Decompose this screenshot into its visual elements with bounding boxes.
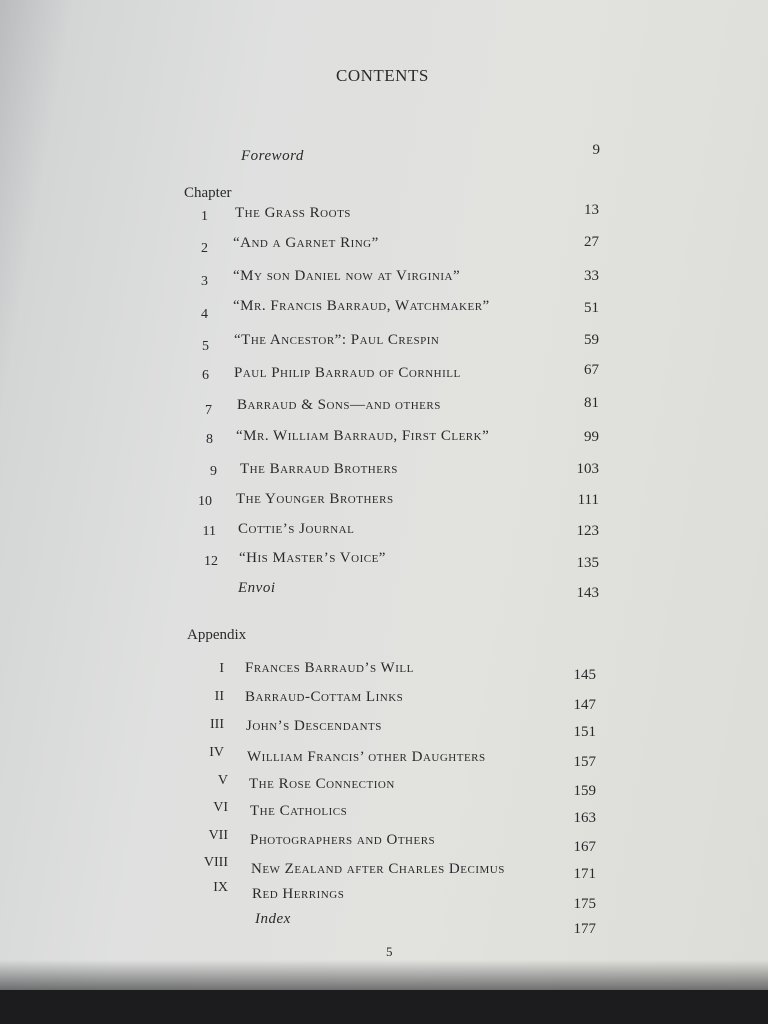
chapter-number: 6	[202, 368, 209, 383]
chapter-page: 51	[584, 300, 599, 316]
appendix-number: IX	[213, 880, 228, 895]
appendix-title: The Catholics	[250, 803, 348, 819]
appendix-title: William Francis’ other Daughters	[247, 749, 486, 765]
chapter-title: The Barraud Brothers	[240, 461, 398, 477]
appendix-title: Barraud-Cottam Links	[245, 689, 404, 705]
appendix-number: VII	[208, 828, 228, 843]
appendix-page: 157	[573, 754, 596, 770]
chapter-number: 5	[202, 339, 209, 354]
appendix-number: IV	[209, 745, 224, 760]
chapter-page: 81	[584, 395, 599, 411]
chapter-title: “His Master’s Voice”	[239, 550, 386, 566]
chapter-page: 103	[576, 461, 599, 477]
chapter-title: “Mr. Francis Barraud, Watchmaker”	[233, 298, 490, 314]
appendix-number: V	[217, 773, 228, 788]
appendix-title: John’s Descendants	[246, 718, 382, 734]
appendix-page: 151	[573, 724, 596, 740]
chapter-title: “The Ancestor”: Paul Crespin	[234, 332, 440, 348]
chapter-title: “Mr. William Barraud, First Clerk”	[236, 428, 490, 444]
index-page: 177	[573, 921, 596, 937]
chapter-number: 2	[201, 241, 208, 256]
appendix-number: VI	[213, 800, 228, 815]
appendix-title: Frances Barraud’s Will	[245, 660, 414, 676]
foreword-title: Foreword	[241, 148, 304, 164]
chapter-title: Barraud & Sons—and others	[237, 397, 441, 413]
chapter-page: 111	[577, 492, 599, 508]
appendix-title: The Rose Connection	[249, 776, 395, 792]
chapter-page: 59	[584, 332, 599, 348]
appendix-page: 167	[573, 839, 596, 855]
page-title: CONTENTS	[336, 66, 429, 85]
appendix-page: 159	[573, 783, 596, 799]
appendix-number: III	[210, 717, 224, 732]
envoi-page: 143	[576, 585, 599, 601]
appendix-title: New Zealand after Charles Decimus	[251, 861, 505, 877]
chapter-title: Cottie’s Journal	[238, 521, 355, 537]
chapter-title: The Grass Roots	[235, 205, 351, 221]
appendix-page: 171	[573, 866, 596, 882]
chapter-number: 7	[205, 403, 212, 418]
chapter-number: 8	[206, 432, 213, 447]
appendix-page: 175	[573, 896, 596, 912]
chapter-title: “My son Daniel now at Virginia”	[233, 268, 461, 284]
page-number: 5	[386, 944, 393, 959]
appendix-title: Photographers and Others	[250, 832, 436, 848]
appendix-number: VIII	[203, 855, 228, 870]
chapter-page: 13	[584, 202, 599, 218]
chapter-number: 1	[201, 209, 208, 224]
page-edge-shadow	[0, 960, 768, 1024]
chapter-number: 10	[198, 494, 212, 509]
chapter-title: Paul Philip Barraud of Cornhill	[234, 365, 461, 381]
chapter-label: Chapter	[184, 185, 232, 201]
chapter-number: 12	[204, 554, 218, 569]
chapter-page: 27	[584, 234, 599, 250]
chapter-number: 11	[202, 524, 216, 539]
appendix-title: Red Herrings	[252, 886, 345, 902]
chapter-number: 3	[201, 274, 208, 289]
chapter-title: The Younger Brothers	[236, 491, 394, 507]
chapter-page: 99	[584, 429, 599, 445]
appendix-page: 147	[573, 697, 596, 713]
envoi-title: Envoi	[238, 580, 276, 596]
chapter-page: 67	[584, 362, 599, 378]
index-title: Index	[255, 911, 291, 927]
appendix-page: 145	[573, 667, 596, 683]
appendix-label: Appendix	[187, 627, 247, 643]
appendix-number: I	[219, 661, 224, 676]
chapter-page: 123	[576, 523, 599, 539]
appendix-page: 163	[573, 810, 596, 826]
chapter-page: 135	[576, 555, 599, 571]
chapter-number: 4	[201, 307, 208, 322]
chapter-title: “And a Garnet Ring”	[233, 235, 379, 251]
chapter-page: 33	[584, 268, 599, 284]
foreword-page: 9	[592, 142, 600, 158]
appendix-number: II	[214, 689, 224, 704]
chapter-number: 9	[210, 464, 217, 479]
